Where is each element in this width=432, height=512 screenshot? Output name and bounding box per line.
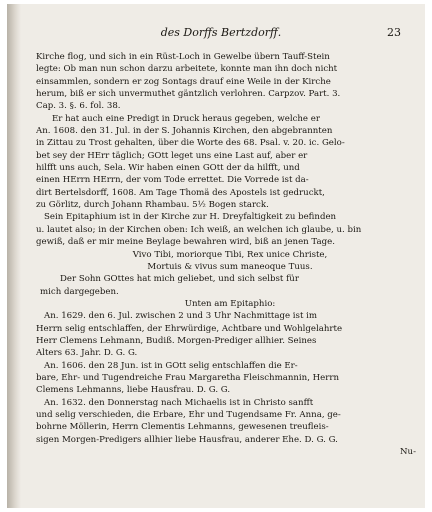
text-line: sigen Morgen-Predigers allhier liebe Hausfrau, anderer Ehe. D. G. G. xyxy=(36,434,338,445)
text-line: An. 1629. den 6. Jul. zwischen 2 und 3 Uhr Nachmittage ist im xyxy=(44,311,318,322)
text-line: und selig verschieden, die Erbare, Ehr und Tugendsame Fr. Anna, ge- xyxy=(36,409,341,420)
latin-verse-line: Vivo Tibi, moriorque Tibi, Rex unice Christe, xyxy=(132,249,328,260)
text-line: Herr Clemens Lehmann, Budiß. Morgen-Prediger allhier. Seines xyxy=(36,335,317,346)
text-line: Alters 63. Jahr. D. G. G. xyxy=(36,348,138,359)
body-text xyxy=(36,51,424,458)
header-title: des Dorffs Bertzdorff. xyxy=(160,26,282,39)
text-line: einsammlen, sondern er zog Sontags drauf eine Weile in der Kirche xyxy=(36,76,331,87)
section-heading: Unten am Epitaphio: xyxy=(184,298,276,309)
text-line: Cap. 3. §. 6. fol. 38. xyxy=(36,101,121,112)
text-line: Kirche flog, und sich in ein Rüst-Loch in Gewelbe übern Tauff-Stein xyxy=(36,52,330,62)
text-line: An. 1632. den Donnerstag nach Michaelis ist in Christo sanfft xyxy=(44,397,314,408)
text-line: Herrn selig entschlaffen, der Ehrwürdige, Achtbare und Wohlgelahrte xyxy=(36,323,343,334)
catchword: Nu- xyxy=(400,447,416,457)
book-page xyxy=(7,4,425,508)
text-line: u. lautet also; in der Kirchen oben: Ich weiß, an welchen ich glaube, u. bin xyxy=(36,224,362,235)
text-line: herum, biß er sich unvermuthet gäntzlich verlohren. Carpzov. Part. 3. xyxy=(36,89,341,100)
text-line: gewiß, daß er mir meine Beylage bewahren wird, biß an jenen Tage. xyxy=(36,237,335,248)
text-line: An. 1606. den 28 Jun. ist in GOtt selig entschlaffen die Er- xyxy=(44,360,298,371)
text-line: Sein Epitaphium ist in der Kirche zur H. Dreyfaltigkeit zu befinden xyxy=(44,212,337,223)
text-line: in Zittau zu Trost gehalten, über die Worte des 68. Psal. v. 20. ic. Gelo- xyxy=(36,138,345,149)
text-line: mich dargegeben. xyxy=(40,286,119,297)
text-line: Er hat auch eine Predigt in Druck heraus gegeben, welche er xyxy=(52,113,320,124)
text-line: bare, Ehr- und Tugendreiche Frau Margaretha Fleischmannin, Herrn xyxy=(36,372,340,383)
text-line: einen HErrn HErrn, der vom Tode errettet. Die Vorrede ist da- xyxy=(36,175,309,186)
text-line: dirt Bertelsdorff, 1608. Am Tage Thomä des Apostels ist gedruckt, xyxy=(36,187,325,198)
latin-verse-line: Mortuis & vivus sum maneoque Tuus. xyxy=(147,261,313,272)
text-line: An. 1608. den 31. Jul. in der S. Johannis Kirchen, den abgebrannten xyxy=(36,126,333,137)
text-line: hilfft uns auch, Sela. Wir haben einen GOtt der da hilfft, und xyxy=(36,163,300,174)
text-line: bet sey der HErr täglich; GOtt leget uns eine Last auf, aber er xyxy=(36,150,308,161)
text-line: Clemens Lehmanns, liebe Hausfrau. D. G. G. xyxy=(36,385,231,396)
page-number: 23 xyxy=(387,26,401,39)
text-line: bohrne Möllerin, Herrn Clementis Lehmanns, gewesenen treufleis- xyxy=(36,422,329,433)
page-binding-shadow xyxy=(7,4,21,508)
text-line: legte: Ob man nun schon darzu arbeitete, konnte man ihn doch nicht xyxy=(36,64,338,75)
text-line: Der Sohn GOttes hat mich geliebet, und sich selbst für xyxy=(60,274,299,285)
text-line: zu Görlitz, durch Johann Rhambau. 5½ Bogen starck. xyxy=(36,200,269,211)
running-header xyxy=(37,26,405,44)
